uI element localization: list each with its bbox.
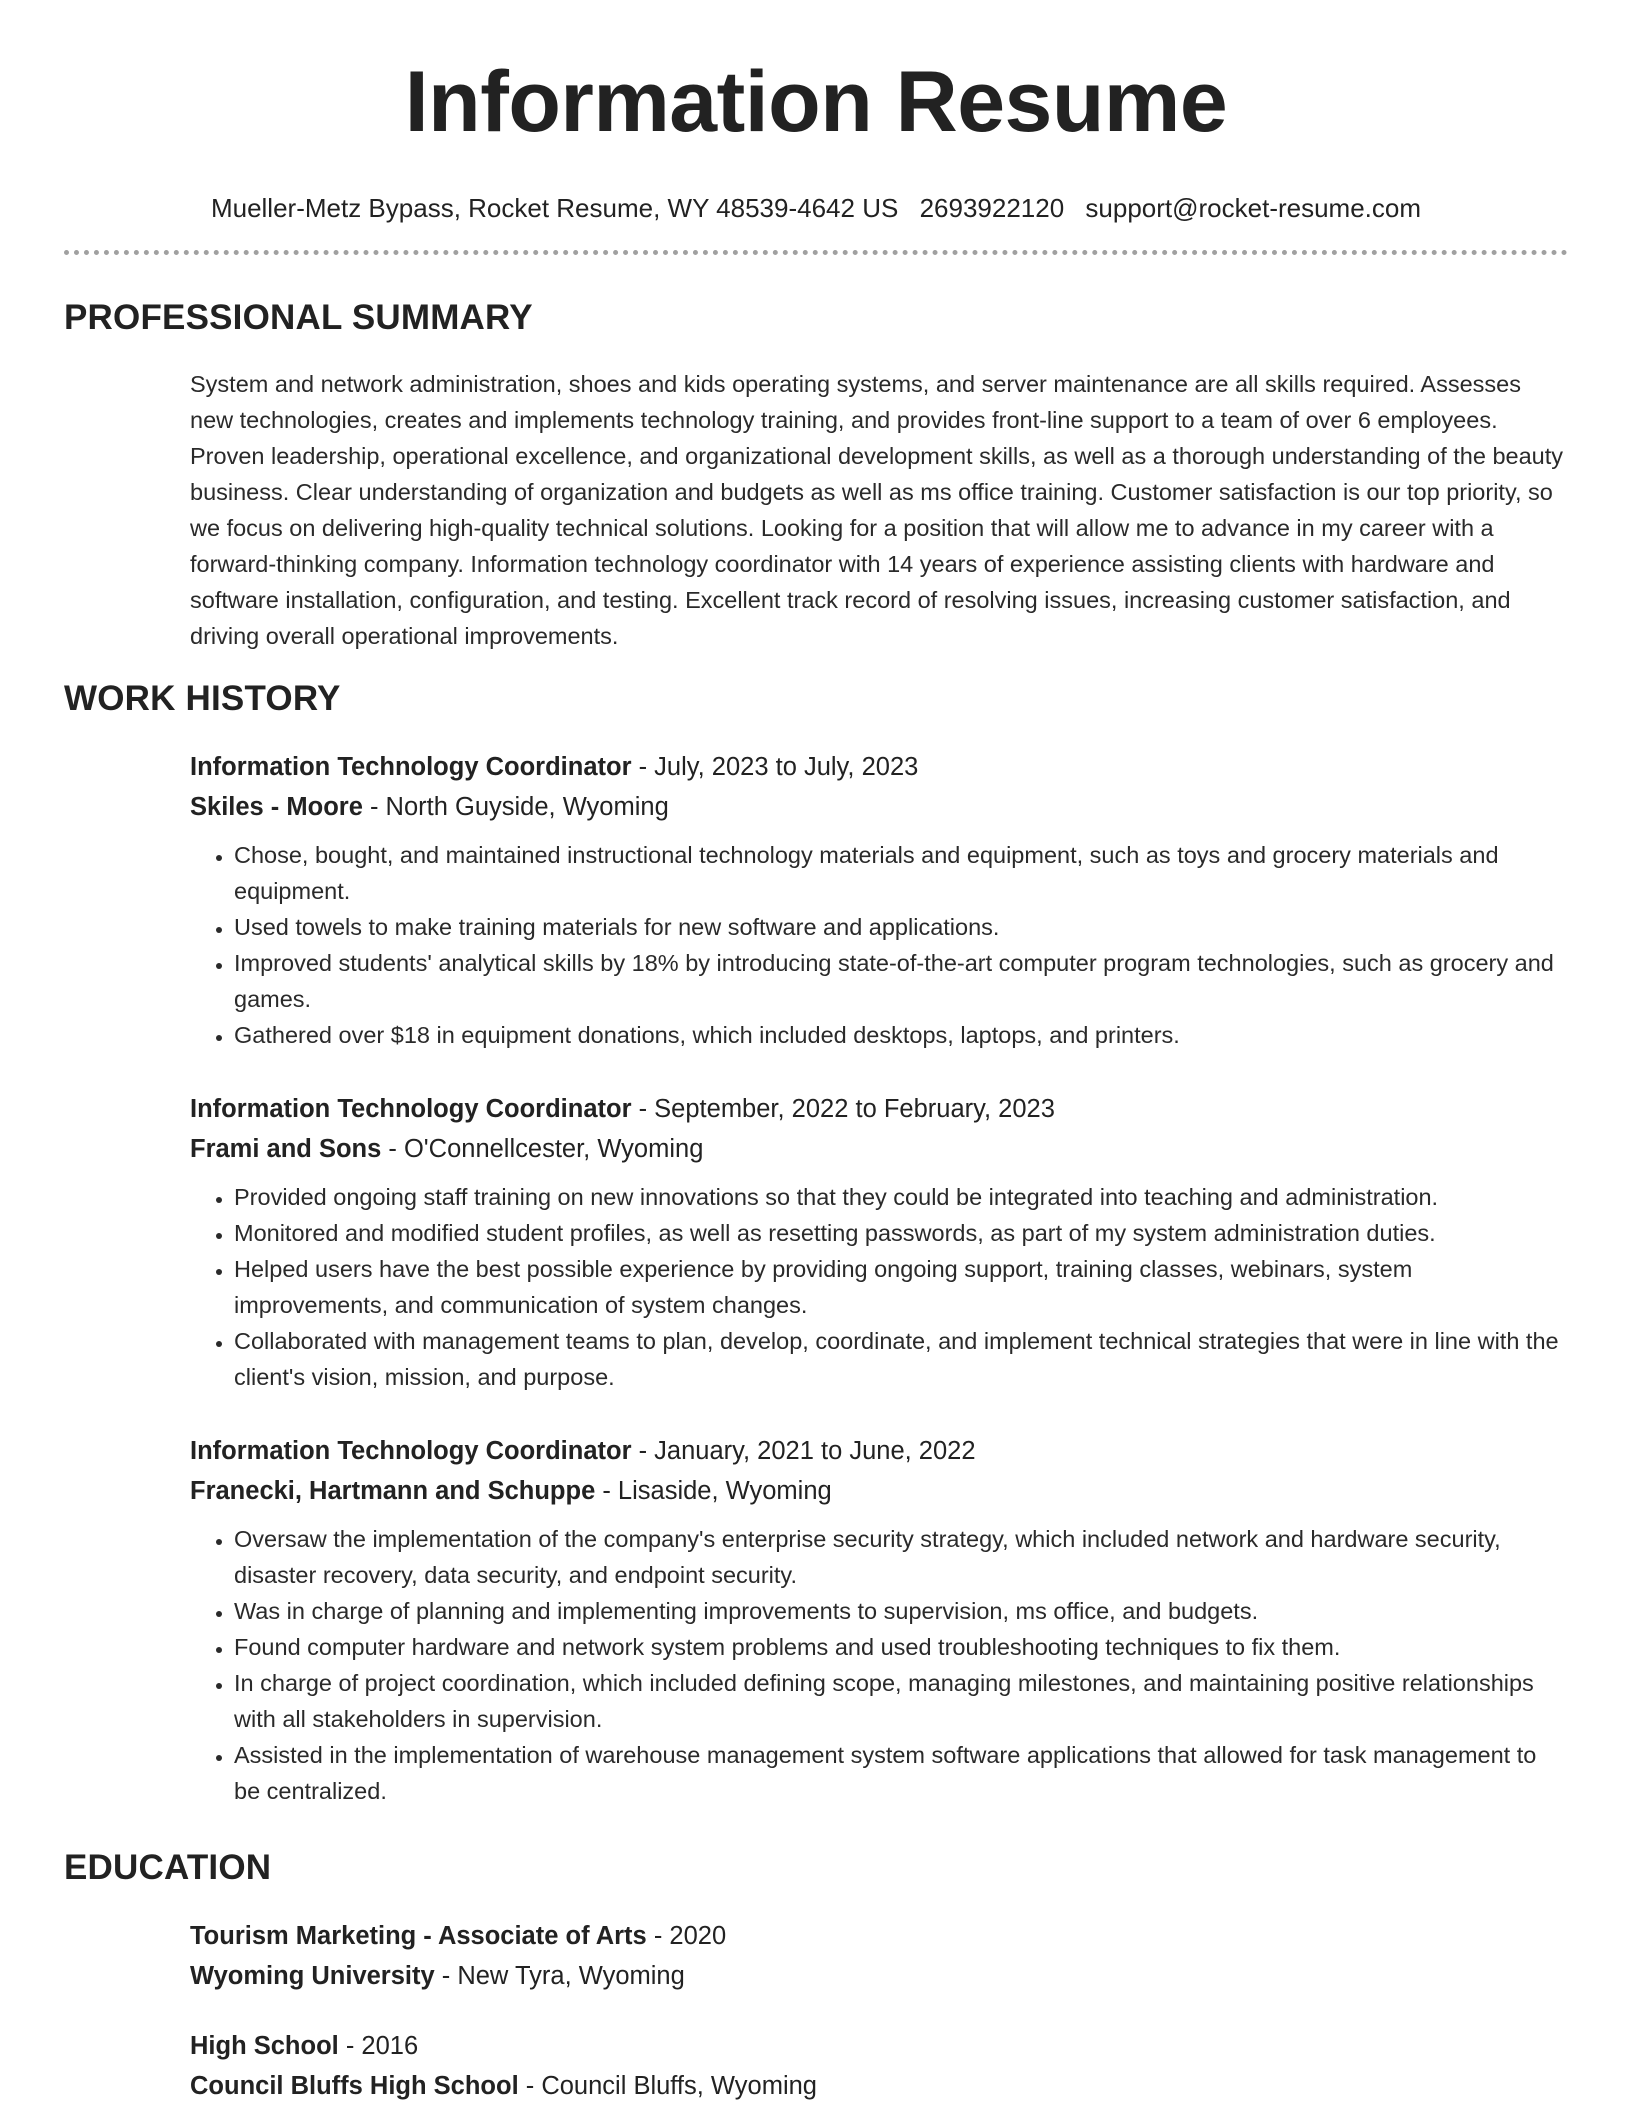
job-bullet: • Oversaw the implementation of the company's enterprise security strategy, which included network and hardware security, disaster recovery, data security, and endpoint security. — [234, 1521, 1568, 1593]
education-school-line — [190, 2066, 1568, 2106]
education-location: - New Tyra, Wyoming — [434, 1962, 685, 1990]
job-bullet: • Improved students' analytical skills by 18% by introducing state-of-the-art computer program technologies, such as grocery and games. — [234, 945, 1568, 1017]
job-bullet: • In charge of project coordination, which included defining scope, managing milestones, and maintaining positive relationships with all stakeholders in supervision. — [234, 1665, 1568, 1737]
job-company: Franecki, Hartmann and Schuppe — [190, 1477, 596, 1505]
education-section — [64, 1846, 1568, 2106]
education-year: - 2020 — [646, 1922, 727, 1950]
summary-text: System and network administration, shoes and kids operating systems, and server maintenance are all skills required. Assesses new technologies, creates and implements technology training, and provides front-line support to a team of over 6 employees. Proven leadership, operational excellence, and organizational development skills, as well as a thorough understanding of the beauty business. Clear understanding of organization and budgets as well as ms office training. Customer satisfaction is our top priority, so we focus on delivering high-quality technical solutions. Looking for a position that will allow me to advance in my career with a forward-thinking company. Information technology coordinator with 14 years of experience assisting clients with hardware and software installation, configuration, and testing. Excellent track record of resolving issues, increasing customer satisfaction, and driving overall operational improvements. — [190, 371, 1564, 649]
job-bullet: • Assisted in the implementation of warehouse management system software applications that allowed for task management to be centralized. — [234, 1737, 1568, 1809]
job-company-line — [190, 1471, 1568, 1511]
job-bullet: • Provided ongoing staff training on new innovations so that they could be integrated into teaching and administration. — [234, 1179, 1568, 1215]
summary-section — [64, 296, 1568, 654]
contact-address: Mueller-Metz Bypass, Rocket Resume, WY 48539-4642 US — [210, 193, 899, 223]
job-role-line — [190, 747, 1568, 787]
job-bullet: • Gathered over $18 in equipment donations, which included desktops, laptops, and printers. — [234, 1017, 1568, 1053]
education-year: - 2016 — [338, 2032, 419, 2060]
job-bullet: • Used towels to make training materials for new software and applications. — [234, 909, 1568, 945]
contact-phone: 2693922120 — [919, 193, 1065, 223]
header-divider — [64, 250, 1568, 255]
job-bullet: • Helped users have the best possible experience by providing ongoing support, training classes, webinars, system improvements, and communication of system changes. — [234, 1251, 1568, 1323]
education-degree-line — [190, 2026, 1568, 2066]
education-location: - Council Bluffs, Wyoming — [518, 2072, 817, 2100]
job-dates: - September, 2022 to February, 2023 — [631, 1095, 1055, 1123]
job-entry — [190, 1431, 1568, 1809]
job-company-line — [190, 787, 1568, 827]
education-degree: Tourism Marketing - Associate of Arts — [190, 1922, 647, 1950]
job-company: Skiles - Moore — [190, 793, 363, 821]
education-entry — [190, 2026, 1568, 2106]
resume-header — [0, 0, 1632, 224]
summary-heading: PROFESSIONAL SUMMARY — [64, 298, 533, 337]
job-bullets — [190, 1521, 1568, 1809]
job-bullet: • Found computer hardware and network system problems and used troubleshooting techniques to fix them. — [234, 1629, 1568, 1665]
job-company-line — [190, 1129, 1568, 1169]
resume-title: Information Resume — [404, 54, 1228, 150]
education-school-line — [190, 1956, 1568, 1996]
job-bullets — [190, 837, 1568, 1053]
job-role: Information Technology Coordinator — [190, 1095, 632, 1123]
job-bullet: • Collaborated with management teams to plan, develop, coordinate, and implement technical strategies that were in line with the client's vision, mission, and purpose. — [234, 1323, 1568, 1395]
job-dates: - July, 2023 to July, 2023 — [631, 753, 919, 781]
education-degree: High School — [190, 2032, 339, 2060]
job-location: - O'Connellcester, Wyoming — [381, 1135, 704, 1163]
job-bullet: • Was in charge of planning and implementing improvements to supervision, ms office, and budgets. — [234, 1593, 1568, 1629]
job-dates: - January, 2021 to June, 2022 — [631, 1437, 976, 1465]
job-bullet: • Monitored and modified student profiles, as well as resetting passwords, as part of my system administration duties. — [234, 1215, 1568, 1251]
contact-email: support@rocket-resume.com — [1085, 193, 1422, 223]
job-role: Information Technology Coordinator — [190, 753, 632, 781]
job-bullets — [190, 1179, 1568, 1395]
education-degree-line — [190, 1916, 1568, 1956]
job-role: Information Technology Coordinator — [190, 1437, 632, 1465]
education-school: Council Bluffs High School — [190, 2072, 519, 2100]
job-role-line — [190, 1089, 1568, 1129]
job-location: - Lisaside, Wyoming — [595, 1477, 832, 1505]
job-company: Frami and Sons — [190, 1135, 382, 1163]
job-entry — [190, 1089, 1568, 1395]
education-heading: EDUCATION — [64, 1848, 272, 1887]
job-entry — [190, 747, 1568, 1053]
contact-line — [0, 192, 1632, 224]
education-school: Wyoming University — [190, 1962, 435, 1990]
job-location: - North Guyside, Wyoming — [362, 793, 669, 821]
job-bullet: • Chose, bought, and maintained instructional technology materials and equipment, such as toys and grocery materials and equipment. — [234, 837, 1568, 909]
work-history-section — [64, 677, 1568, 1809]
education-entry — [190, 1916, 1568, 1996]
job-role-line — [190, 1431, 1568, 1471]
work-history-heading: WORK HISTORY — [64, 679, 341, 718]
